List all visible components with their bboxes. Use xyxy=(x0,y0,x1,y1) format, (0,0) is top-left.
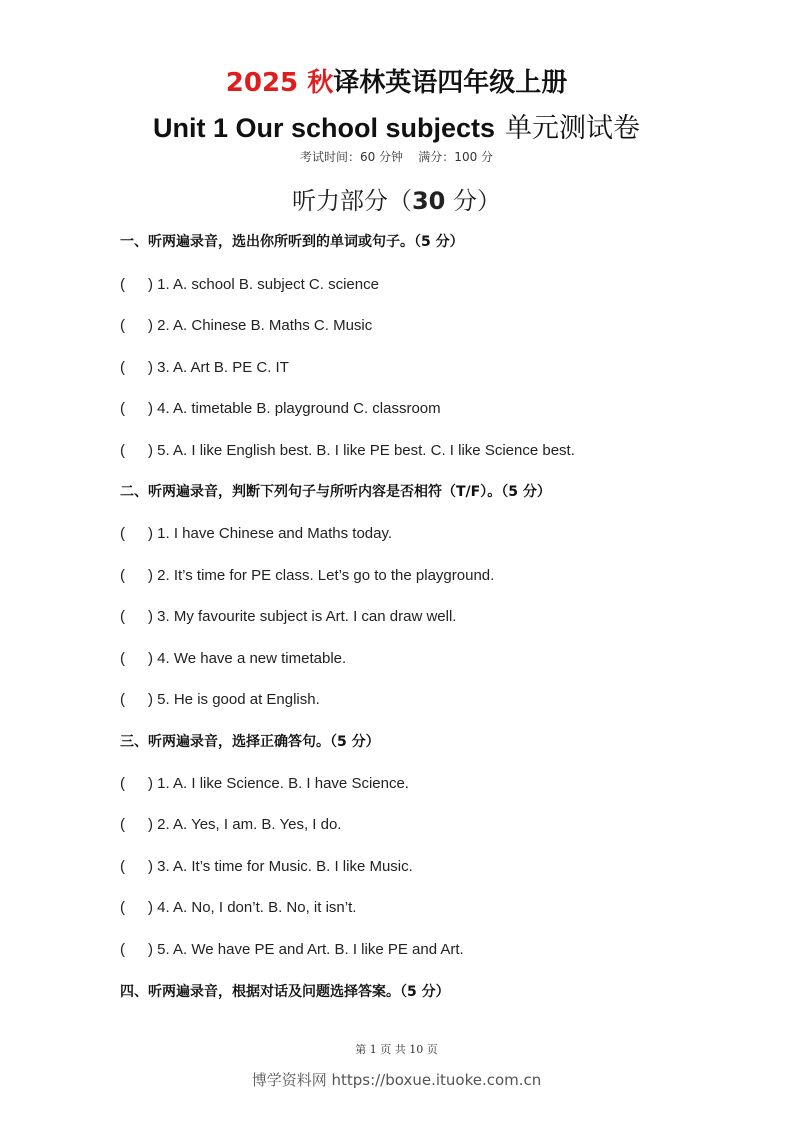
listening-title-prefix: 听力部分（ xyxy=(291,187,412,215)
answer-bracket-open[interactable]: ( xyxy=(120,816,125,833)
answer-bracket-open[interactable]: ( xyxy=(120,442,125,459)
answer-bracket-open[interactable]: ( xyxy=(120,276,125,293)
question-text: 1. A. I like Science. B. I have Science. xyxy=(157,775,409,792)
answer-bracket-close: ) xyxy=(148,899,153,916)
answer-bracket-open[interactable]: ( xyxy=(120,941,125,958)
question-text: 2. A. Chinese B. Maths C. Music xyxy=(157,317,373,334)
answer-bracket-close: ) xyxy=(148,359,153,376)
answer-bracket-close: ) xyxy=(148,567,153,584)
title-year-season: 2025 秋 xyxy=(225,68,334,98)
answer-bracket-open[interactable]: ( xyxy=(120,359,125,376)
answer-bracket-close: ) xyxy=(148,858,153,875)
listening-title-suffix: 分） xyxy=(445,187,502,215)
answer-bracket-close: ) xyxy=(148,525,153,542)
question-text: 5. A. We have PE and Art. B. I like PE and Art. xyxy=(157,941,464,958)
question-item xyxy=(120,690,320,710)
question-text: 4. A. timetable B. playground C. classroom xyxy=(157,400,441,417)
answer-bracket-open[interactable]: ( xyxy=(120,400,125,417)
site-watermark: 博学资料网 https://boxue.ituoke.com.cn xyxy=(251,1071,542,1089)
listening-section-title xyxy=(0,184,793,218)
answer-bracket-open[interactable]: ( xyxy=(120,899,125,916)
unit-title xyxy=(0,110,793,147)
question-text: 3. My favourite subject is Art. I can draw well. xyxy=(157,608,457,625)
question-text: 2. A. Yes, I am. B. Yes, I do. xyxy=(157,816,342,833)
answer-bracket-close: ) xyxy=(148,276,153,293)
unit-title-english: Unit 1 Our school subjects xyxy=(152,113,496,143)
question-text: 1. A. school B. subject C. science xyxy=(157,276,379,293)
question-item xyxy=(120,898,356,918)
answer-bracket-open[interactable]: ( xyxy=(120,608,125,625)
answer-bracket-close: ) xyxy=(148,317,153,334)
question-item xyxy=(120,399,441,419)
answer-bracket-close: ) xyxy=(148,775,153,792)
question-heading-3: 三、听两遍录音，选择正确答句。（5 分） xyxy=(120,734,380,750)
page-indicator: 第 1 页 共 10 页 xyxy=(355,1043,438,1056)
answer-bracket-close: ) xyxy=(148,941,153,958)
question-item xyxy=(120,774,409,794)
answer-bracket-close: ) xyxy=(148,816,153,833)
question-heading-4: 四、听两遍录音，根据对话及问题选择答案。（5 分） xyxy=(120,984,450,1000)
exam-info: 考试时间：60 分钟 满分：100 分 xyxy=(299,150,494,164)
question-item xyxy=(120,857,413,877)
document-title xyxy=(0,66,793,100)
answer-bracket-close: ) xyxy=(148,442,153,459)
question-item xyxy=(120,358,289,378)
answer-bracket-close: ) xyxy=(148,400,153,417)
question-heading-2: 二、听两遍录音，判断下列句子与所听内容是否相符（T/F）。（5 分） xyxy=(120,484,551,500)
question-text: 2. It’s time for PE class. Let’s go to the playground. xyxy=(157,567,495,584)
question-item xyxy=(120,649,346,669)
question-item xyxy=(120,524,392,544)
question-text: 5. He is good at English. xyxy=(157,691,320,708)
question-text: 4. We have a new timetable. xyxy=(157,650,347,667)
question-item xyxy=(120,815,341,835)
question-item xyxy=(120,607,456,627)
answer-bracket-open[interactable]: ( xyxy=(120,650,125,667)
question-item xyxy=(120,275,379,295)
question-item xyxy=(120,441,575,461)
question-text: 5. A. I like English best. B. I like PE best. C. I like Science best. xyxy=(157,442,575,459)
answer-bracket-open[interactable]: ( xyxy=(120,691,125,708)
answer-bracket-close: ) xyxy=(148,691,153,708)
answer-bracket-open[interactable]: ( xyxy=(120,858,125,875)
answer-bracket-open[interactable]: ( xyxy=(120,775,125,792)
question-item xyxy=(120,566,494,586)
question-text: 3. A. It’s time for Music. B. I like Music. xyxy=(157,858,413,875)
unit-title-chinese: 单元测试卷 xyxy=(505,113,641,144)
question-heading-1: 一、听两遍录音，选出你所听到的单词或句子。（5 分） xyxy=(120,234,464,250)
question-text: 4. A. No, I don’t. B. No, it isn’t. xyxy=(157,899,357,916)
question-text: 3. A. Art B. PE C. IT xyxy=(157,359,289,376)
answer-bracket-open[interactable]: ( xyxy=(120,317,125,334)
question-item xyxy=(120,316,372,336)
title-textbook: 译林英语四年级上册 xyxy=(333,68,568,98)
question-item xyxy=(120,940,464,960)
answer-bracket-close: ) xyxy=(148,608,153,625)
question-text: 1. I have Chinese and Maths today. xyxy=(157,525,393,542)
answer-bracket-close: ) xyxy=(148,650,153,667)
answer-bracket-open[interactable]: ( xyxy=(120,525,125,542)
listening-title-score: 30 xyxy=(411,187,446,215)
answer-bracket-open[interactable]: ( xyxy=(120,567,125,584)
